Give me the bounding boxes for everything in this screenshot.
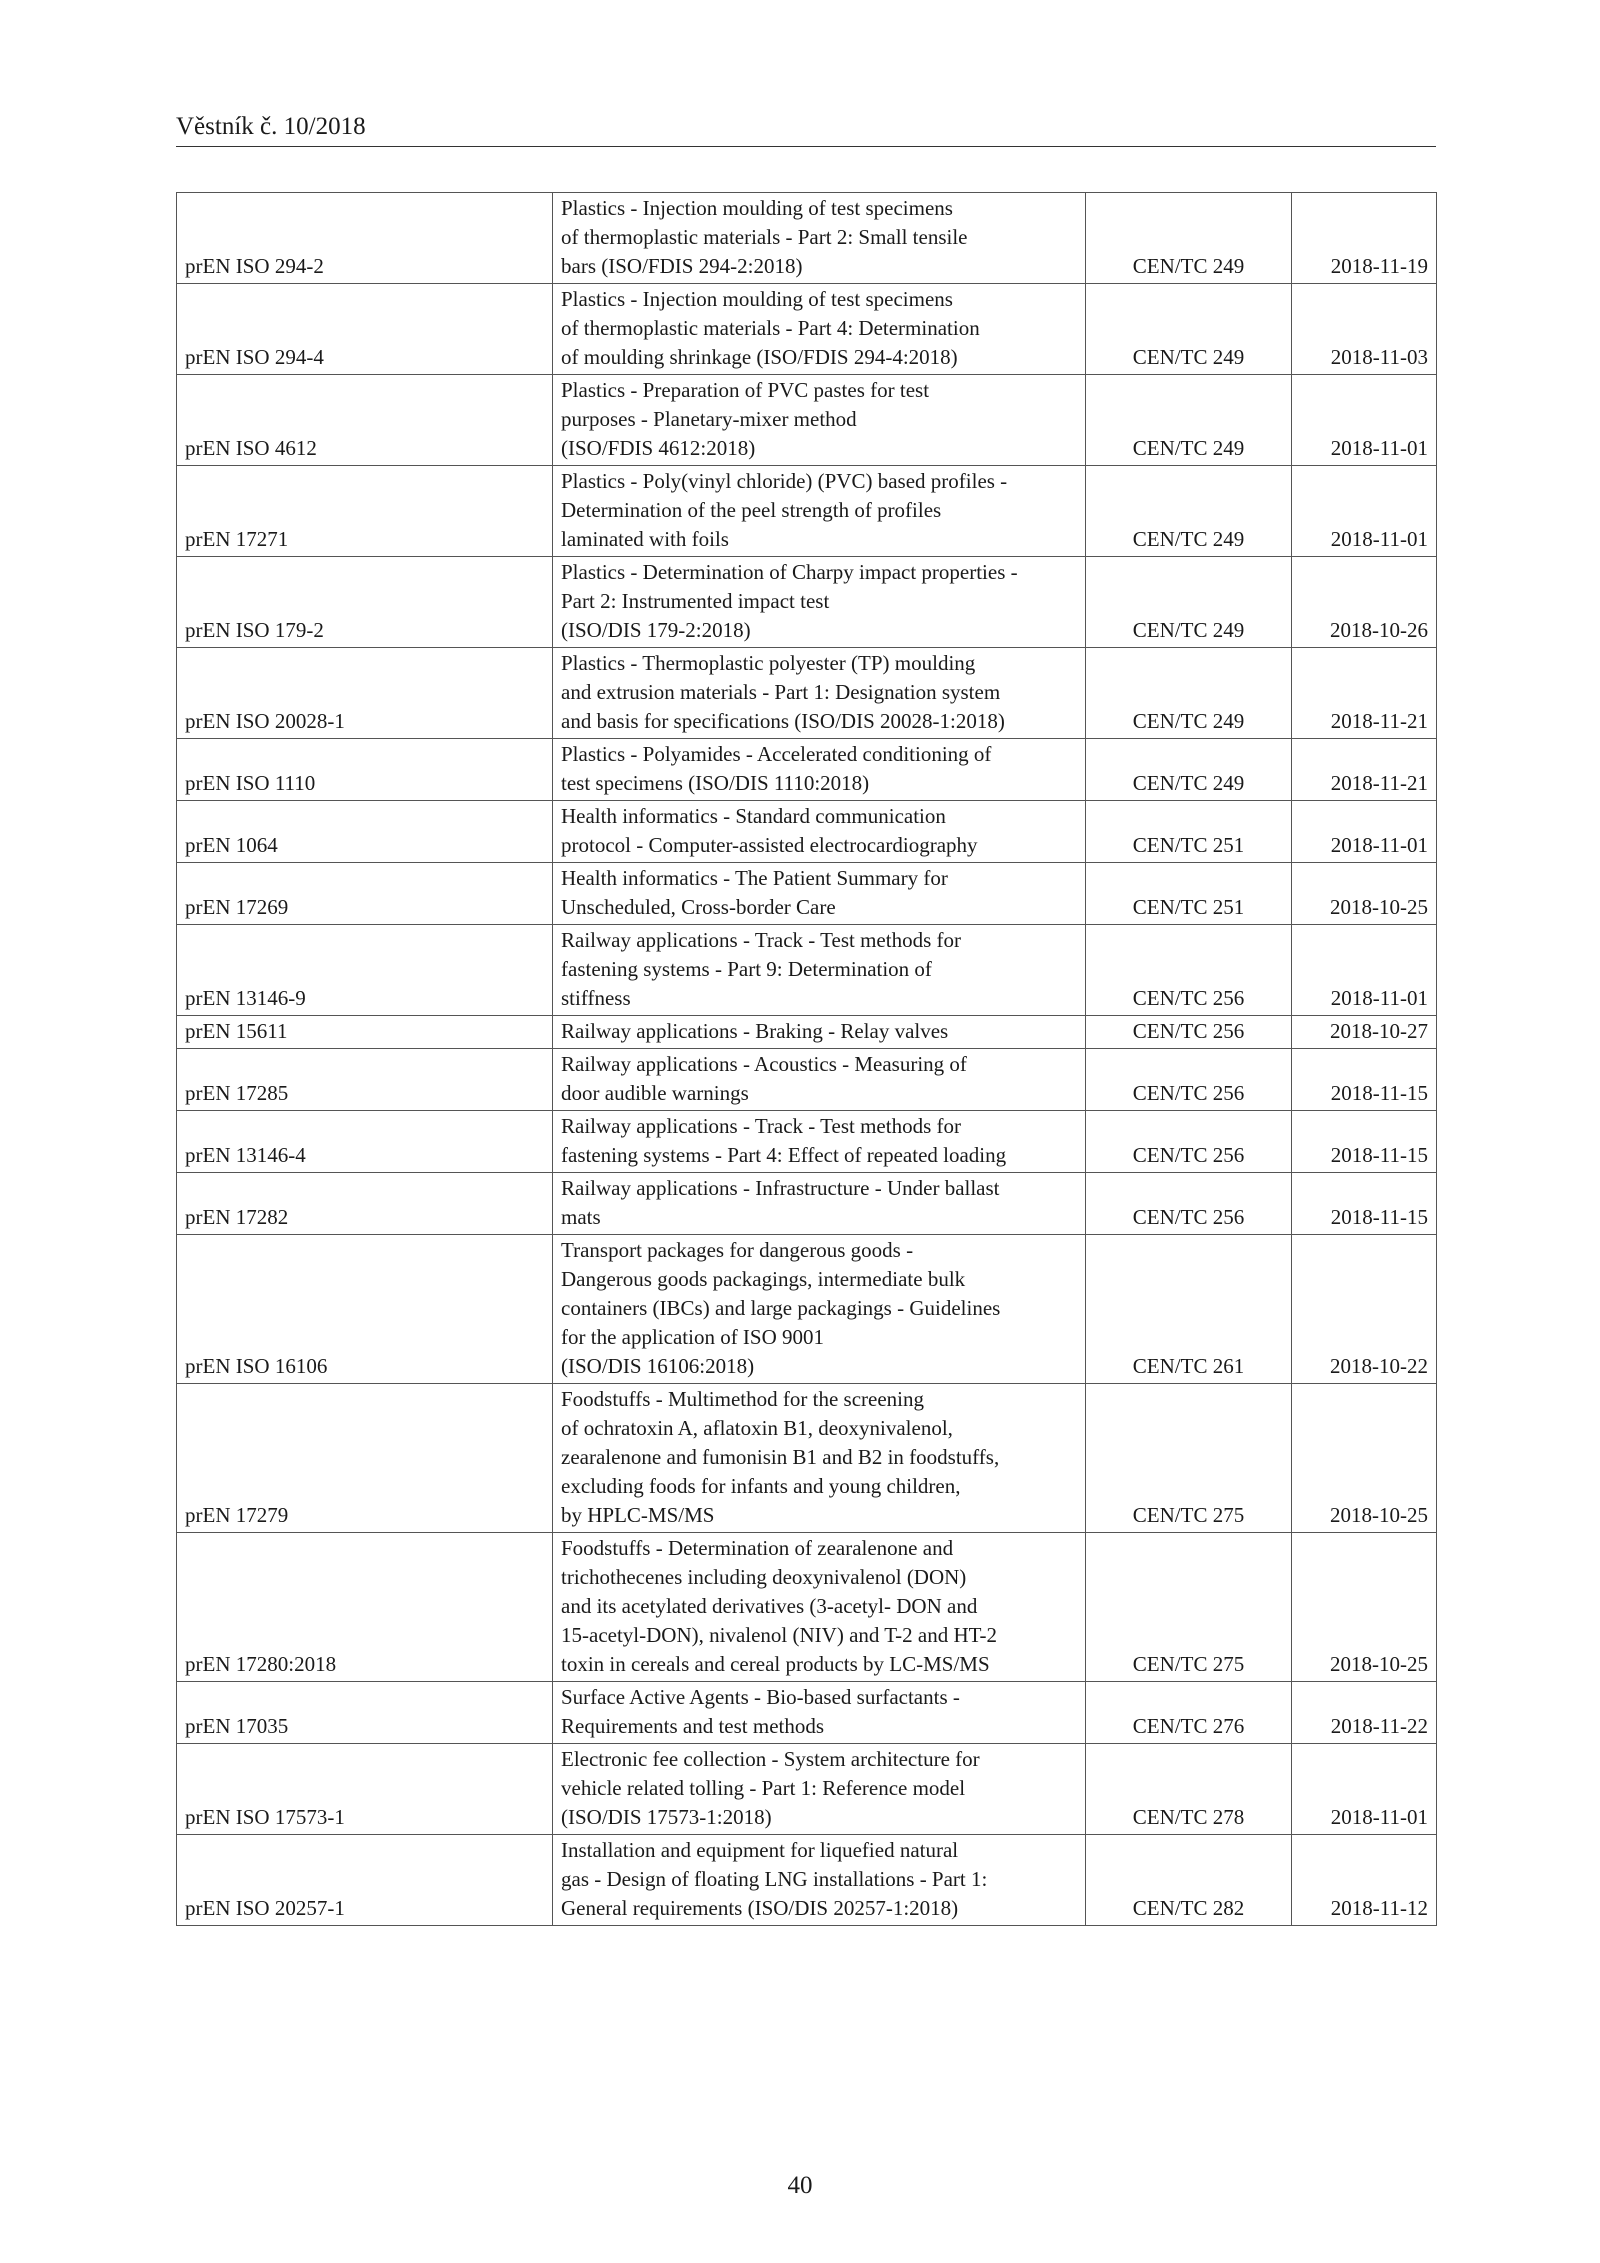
deadline-date: 2018-10-27	[1292, 1016, 1437, 1049]
technical-committee: CEN/TC 276	[1086, 1682, 1292, 1744]
deadline-date: 2018-10-25	[1292, 1384, 1437, 1533]
deadline-date: 2018-11-21	[1292, 648, 1437, 739]
table-row	[177, 1111, 1437, 1173]
standard-title: Plastics - Determination of Charpy impact properties - Part 2: Instrumented impact test (ISO/DIS 179-2:2018)	[553, 557, 1086, 648]
technical-committee: CEN/TC 249	[1086, 375, 1292, 466]
table-row	[177, 557, 1437, 648]
table-row	[177, 375, 1437, 466]
standard-title: Plastics - Preparation of PVC pastes for test purposes - Planetary-mixer method (ISO/FDIS 4612:2018)	[553, 375, 1086, 466]
standard-code: prEN 13146-4	[177, 1111, 553, 1173]
technical-committee: CEN/TC 249	[1086, 739, 1292, 801]
deadline-date: 2018-10-25	[1292, 1533, 1437, 1682]
deadline-date: 2018-11-15	[1292, 1049, 1437, 1111]
standard-code: prEN ISO 1110	[177, 739, 553, 801]
technical-committee: CEN/TC 256	[1086, 925, 1292, 1016]
table-row	[177, 1173, 1437, 1235]
technical-committee: CEN/TC 256	[1086, 1173, 1292, 1235]
table-row	[177, 1744, 1437, 1835]
technical-committee: CEN/TC 249	[1086, 648, 1292, 739]
standard-title: Plastics - Injection moulding of test specimens of thermoplastic materials - Part 2: Small tensile bars (ISO/FDIS 294-2:2018)	[553, 193, 1086, 284]
deadline-date: 2018-10-26	[1292, 557, 1437, 648]
page-number: 40	[787, 2172, 813, 2199]
deadline-date: 2018-11-19	[1292, 193, 1437, 284]
technical-committee: CEN/TC 275	[1086, 1533, 1292, 1682]
standard-title: Foodstuffs - Multimethod for the screening of ochratoxin A, aflatoxin B1, deoxynivalenol, zearalenone and fumonisin B1 and B2 in foodstuffs, excluding foods for infants and young children, by HPLC-MS/MS	[553, 1384, 1086, 1533]
table-row	[177, 1049, 1437, 1111]
table-row	[177, 193, 1437, 284]
standard-code: prEN 17285	[177, 1049, 553, 1111]
technical-committee: CEN/TC 256	[1086, 1016, 1292, 1049]
standard-title: Electronic fee collection - System architecture for vehicle related tolling - Part 1: Reference model (ISO/DIS 17573-1:2018)	[553, 1744, 1086, 1835]
standard-code: prEN 17269	[177, 863, 553, 925]
standard-title: Health informatics - The Patient Summary for Unscheduled, Cross-border Care	[553, 863, 1086, 925]
standard-title: Plastics - Injection moulding of test specimens of thermoplastic materials - Part 4: Determination of moulding shrinkage (ISO/FDIS 294-4:2018)	[553, 284, 1086, 375]
standard-title: Plastics - Polyamides - Accelerated conditioning of test specimens (ISO/DIS 1110:2018)	[553, 739, 1086, 801]
table-row	[177, 925, 1437, 1016]
standard-code: prEN 17282	[177, 1173, 553, 1235]
technical-committee: CEN/TC 249	[1086, 193, 1292, 284]
standard-code: prEN ISO 179-2	[177, 557, 553, 648]
standard-code: prEN 17280:2018	[177, 1533, 553, 1682]
standards-table	[176, 192, 1437, 1926]
deadline-date: 2018-11-01	[1292, 375, 1437, 466]
deadline-date: 2018-11-01	[1292, 925, 1437, 1016]
standard-code: prEN ISO 294-2	[177, 193, 553, 284]
deadline-date: 2018-11-22	[1292, 1682, 1437, 1744]
deadline-date: 2018-10-22	[1292, 1235, 1437, 1384]
page-footer	[0, 2172, 1600, 2200]
standard-title: Surface Active Agents - Bio-based surfactants - Requirements and test methods	[553, 1682, 1086, 1744]
standard-code: prEN 17279	[177, 1384, 553, 1533]
technical-committee: CEN/TC 251	[1086, 863, 1292, 925]
standard-title: Railway applications - Track - Test methods for fastening systems - Part 4: Effect of repeated loading	[553, 1111, 1086, 1173]
table-row	[177, 801, 1437, 863]
table-row	[177, 739, 1437, 801]
standard-code: prEN 17035	[177, 1682, 553, 1744]
deadline-date: 2018-11-03	[1292, 284, 1437, 375]
deadline-date: 2018-11-12	[1292, 1835, 1437, 1926]
deadline-date: 2018-11-01	[1292, 801, 1437, 863]
standard-code: prEN ISO 4612	[177, 375, 553, 466]
table-row	[177, 1384, 1437, 1533]
standard-title: Railway applications - Acoustics - Measuring of door audible warnings	[553, 1049, 1086, 1111]
standard-code: prEN 15611	[177, 1016, 553, 1049]
deadline-date: 2018-11-01	[1292, 466, 1437, 557]
standard-code: prEN ISO 16106	[177, 1235, 553, 1384]
deadline-date: 2018-10-25	[1292, 863, 1437, 925]
deadline-date: 2018-11-15	[1292, 1111, 1437, 1173]
standard-title: Plastics - Poly(vinyl chloride) (PVC) based profiles - Determination of the peel strength of profiles laminated with foils	[553, 466, 1086, 557]
technical-committee: CEN/TC 249	[1086, 284, 1292, 375]
deadline-date: 2018-11-15	[1292, 1173, 1437, 1235]
standard-code: prEN 13146-9	[177, 925, 553, 1016]
technical-committee: CEN/TC 249	[1086, 466, 1292, 557]
table-row	[177, 1016, 1437, 1049]
table-row	[177, 1533, 1437, 1682]
technical-committee: CEN/TC 261	[1086, 1235, 1292, 1384]
table-row	[177, 284, 1437, 375]
standard-title: Railway applications - Track - Test methods for fastening systems - Part 9: Determination of stiffness	[553, 925, 1086, 1016]
bulletin-title: Věstník č. 10/2018	[176, 113, 366, 140]
standard-code: prEN 17271	[177, 466, 553, 557]
standard-code: prEN ISO 20257-1	[177, 1835, 553, 1926]
table-row	[177, 1682, 1437, 1744]
deadline-date: 2018-11-21	[1292, 739, 1437, 801]
table-row	[177, 466, 1437, 557]
technical-committee: CEN/TC 278	[1086, 1744, 1292, 1835]
technical-committee: CEN/TC 282	[1086, 1835, 1292, 1926]
standard-code: prEN ISO 17573-1	[177, 1744, 553, 1835]
standard-title: Installation and equipment for liquefied natural gas - Design of floating LNG installations - Part 1: General requirements (ISO/DIS 20257-1:2018)	[553, 1835, 1086, 1926]
technical-committee: CEN/TC 256	[1086, 1111, 1292, 1173]
standard-code: prEN 1064	[177, 801, 553, 863]
technical-committee: CEN/TC 275	[1086, 1384, 1292, 1533]
standard-code: prEN ISO 20028-1	[177, 648, 553, 739]
standard-title: Foodstuffs - Determination of zearalenone and trichothecenes including deoxynivalenol (DON) and its acetylated derivatives (3-acetyl- DON and 15-acetyl-DON), nivalenol (NIV) and T-2 and HT-2 toxin in cereals and cereal products by LC-MS/MS	[553, 1533, 1086, 1682]
standard-title: Plastics - Thermoplastic polyester (TP) moulding and extrusion materials - Part 1: Designation system and basis for specifications (ISO/DIS 20028-1:2018)	[553, 648, 1086, 739]
table-row	[177, 1235, 1437, 1384]
table-row	[177, 863, 1437, 925]
table-row	[177, 648, 1437, 739]
deadline-date: 2018-11-01	[1292, 1744, 1437, 1835]
technical-committee: CEN/TC 249	[1086, 557, 1292, 648]
standard-title: Health informatics - Standard communication protocol - Computer-assisted electrocardiography	[553, 801, 1086, 863]
page-header	[176, 112, 1436, 147]
table-row	[177, 1835, 1437, 1926]
standard-code: prEN ISO 294-4	[177, 284, 553, 375]
standard-title: Railway applications - Infrastructure - Under ballast mats	[553, 1173, 1086, 1235]
standard-title: Railway applications - Braking - Relay valves	[553, 1016, 1086, 1049]
technical-committee: CEN/TC 251	[1086, 801, 1292, 863]
standard-title: Transport packages for dangerous goods - Dangerous goods packagings, intermediate bulk containers (IBCs) and large packagings - Guidelines for the application of ISO 9001 (ISO/DIS 16106:2018)	[553, 1235, 1086, 1384]
technical-committee: CEN/TC 256	[1086, 1049, 1292, 1111]
